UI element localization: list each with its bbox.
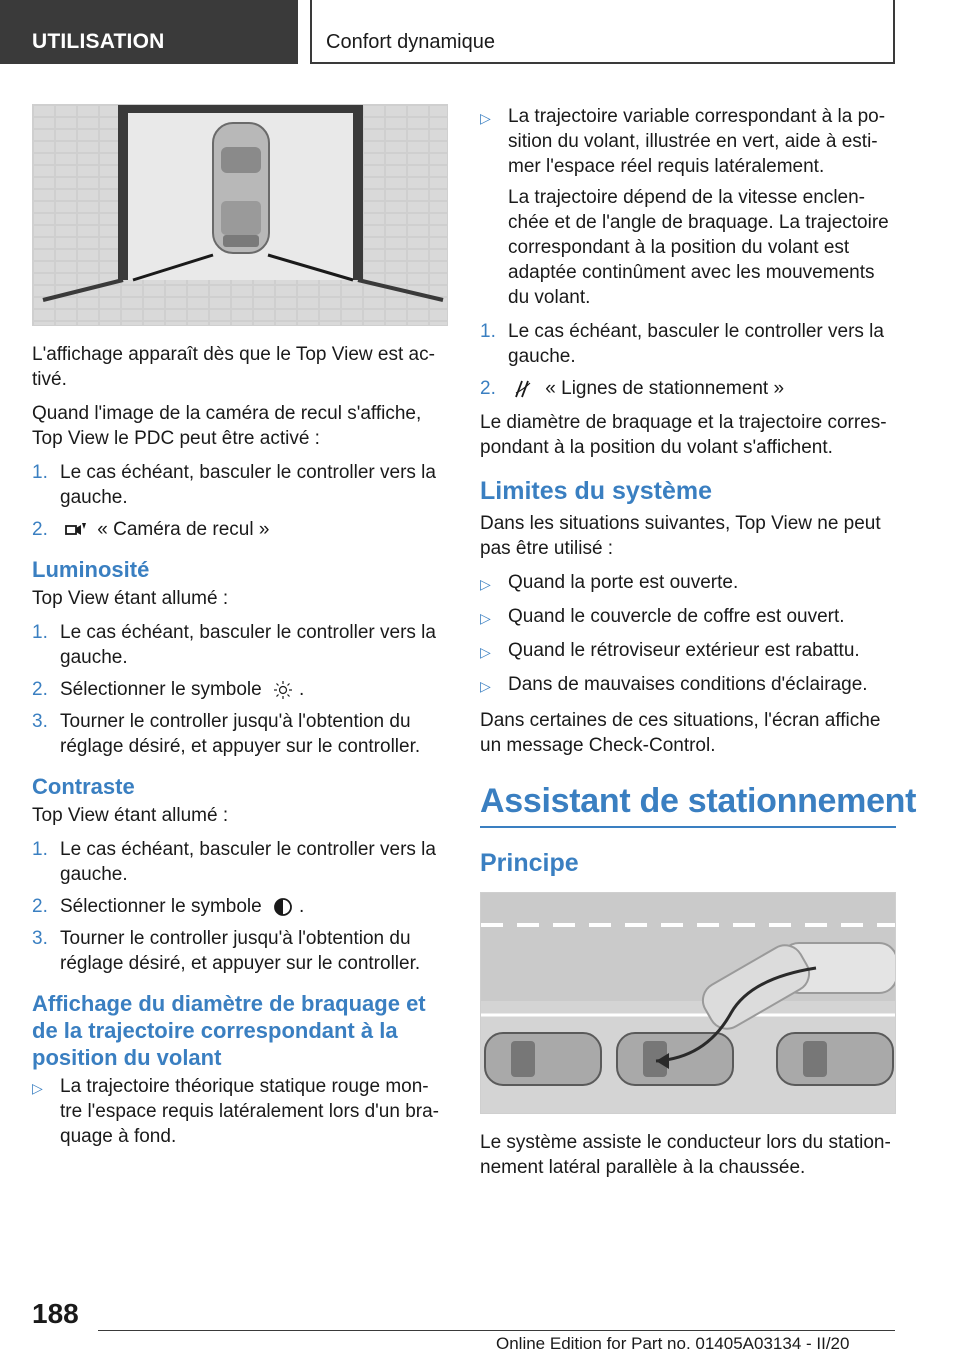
top-view-parking-figure (32, 104, 448, 326)
limits-intro: Dans les situations suivantes, Top View ne peut pas être utilisé : (480, 513, 881, 559)
list-item: ▷ La trajectoire théorique statique rouge mon-tre l'espace requis latéralement lors d'un bra-quage à fond. (32, 1076, 439, 1147)
parallel-parking-figure (480, 892, 896, 1114)
section-title-turning-circle: Affichage du diamètre de braquage et de la trajectoire correspondant à la position du volant (32, 991, 426, 1070)
triangle-bullet-icon: ▷ (480, 576, 491, 592)
list-item: 1. Le cas échéant, basculer le controller vers la gauche. (480, 321, 884, 367)
list-item: 2. « Caméra de recul » (32, 519, 270, 540)
contrast-steps (32, 837, 448, 976)
list-item: ▷ La trajectoire variable correspondant à la po-sition du volant, illustrée en vert, aide à esti-mer l'espace réel requis latéralement. La trajectoire dépend de la vitesse enclen-chée et de l'angle de braquage. La trajectoire correspondant à la position du volant est adaptée continûment avec les mouvements du volant. (480, 104, 896, 310)
limits-list (480, 570, 896, 699)
intro-paragraph-1: L'affichage apparaît dès que le Top View est ac-tivé. (32, 344, 435, 390)
list-item: 1. Le cas échéant, basculer le controller vers la gauche. (32, 462, 436, 508)
list-item: ▷ Quand le rétroviseur extérieur est rabattu. (480, 638, 896, 665)
triangle-bullet-icon: ▷ (32, 1080, 43, 1096)
triangle-bullet-icon: ▷ (480, 644, 491, 660)
parking-lines-steps (480, 319, 896, 401)
triangle-bullet-icon: ▷ (480, 110, 491, 126)
section-title-brightness: Luminosité (32, 557, 150, 582)
header-chapter-title: Confort dynamique (310, 0, 895, 64)
list-item: ▷ Quand la porte est ouverte. (480, 570, 896, 597)
list-item: 2. Sélectionner le symbole . (32, 896, 305, 917)
activate-steps (32, 460, 448, 542)
rear-camera-icon (64, 520, 88, 540)
chapter-title-parking-assistant: Assistant de stationnement (480, 780, 896, 828)
contrast-icon (271, 897, 295, 917)
left-column (32, 104, 448, 1158)
brightness-icon (271, 680, 295, 700)
triangle-bullet-icon: ▷ (480, 678, 491, 694)
section-title-principle: Principe (480, 849, 579, 877)
limits-outro: Dans certaines de ces situations, l'écran affiche un message Check-Control. (480, 710, 881, 756)
parking-lines-icon (512, 379, 536, 399)
brightness-intro: Top View étant allumé : (32, 588, 229, 609)
turning-bullets-continued (480, 104, 896, 310)
intro-paragraph-2: Quand l'image de la caméra de recul s'affiche, Top View le PDC peut être activé : (32, 403, 422, 449)
principle-caption: Le système assiste le conducteur lors du station-nement latéral parallèle à la chaussée. (480, 1132, 891, 1178)
summary-paragraph: Le diamètre de braquage et la trajectoire corres-pondant à la position du volant s'affichent. (480, 412, 887, 458)
list-item: ▷ Quand le couvercle de coffre est ouvert. (480, 604, 896, 631)
list-item: 2. « Lignes de stationnement » (480, 378, 785, 399)
list-item: ▷ Dans de mauvaises conditions d'éclairage. (480, 672, 896, 699)
right-column (480, 104, 917, 1189)
list-item: 3. Tourner le controller jusqu'à l'obtention du réglage désiré, et appuyer sur le controller. (32, 928, 421, 974)
triangle-bullet-icon: ▷ (480, 610, 491, 626)
list-item: 2. Sélectionner le symbole . (32, 679, 305, 700)
section-title-contrast: Contraste (32, 774, 135, 799)
bullet-sub-paragraph: La trajectoire dépend de la vitesse enclen-chée et de l'angle de braquage. La trajectoire correspondant à la position du volant est adaptée continûment avec les mouvements du volant. (508, 187, 889, 308)
list-item: 1. Le cas échéant, basculer le controller vers la gauche. (32, 622, 436, 668)
footer-edition: Online Edition for Part no. 01405A03134 - II/20 (496, 1334, 850, 1353)
list-item: 1. Le cas échéant, basculer le controller vers la gauche. (32, 839, 436, 885)
brightness-steps (32, 620, 448, 759)
header-section-label: UTILISATION (0, 0, 298, 64)
contrast-intro: Top View étant allumé : (32, 805, 229, 826)
list-item: 3. Tourner le controller jusqu'à l'obtention du réglage désiré, et appuyer sur le controller. (32, 711, 421, 757)
page-number: 188 (32, 1298, 79, 1329)
footer-divider (98, 1330, 895, 1331)
section-title-system-limits: Limites du système (480, 477, 713, 505)
turning-bullets (32, 1074, 448, 1149)
